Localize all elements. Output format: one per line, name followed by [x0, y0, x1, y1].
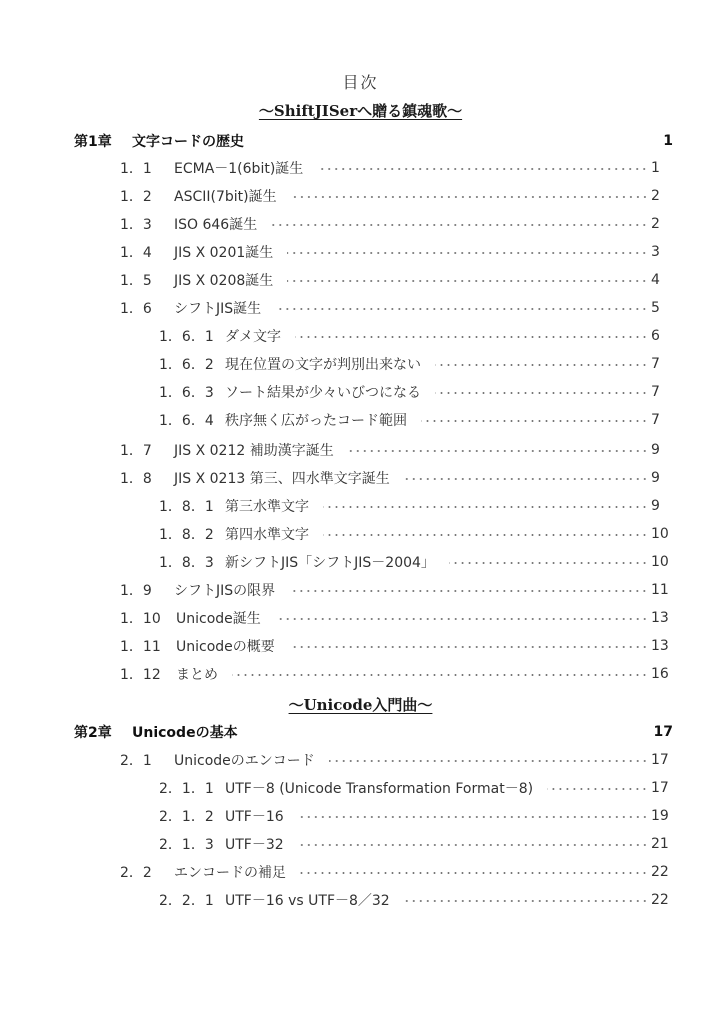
- toc-title: UTF－32: [225, 837, 284, 853]
- toc-number: 1．5: [120, 273, 152, 289]
- toc-page-number: 11: [651, 582, 669, 598]
- toc-title: ソート結果が少々いびつになる: [225, 385, 421, 401]
- toc-entry-row[interactable]: [0, 887, 721, 913]
- toc-number: 1．4: [120, 245, 152, 261]
- toc-entry-row[interactable]: [0, 295, 721, 321]
- toc-title: Unicode誕生: [176, 611, 261, 627]
- toc-title: 文字コードの歴史: [132, 134, 244, 150]
- toc-title: Unicodeのエンコード: [174, 753, 315, 769]
- dot-leader: [289, 590, 648, 592]
- toc-title: JIS X 0213 第三、四水準文字誕生: [174, 471, 390, 487]
- toc-page-number: 2: [651, 216, 660, 232]
- part-heading-1: [0, 100, 721, 121]
- toc-page-number: 22: [651, 892, 669, 908]
- dot-leader: [435, 392, 648, 394]
- toc-title: Unicodeの基本: [132, 725, 238, 741]
- toc-entry-row[interactable]: [0, 605, 721, 631]
- toc-title: シフトJISの限界: [174, 583, 276, 599]
- toc-page-number: 19: [651, 808, 669, 824]
- toc-page-number: 5: [651, 300, 660, 316]
- toc-entry-row[interactable]: [0, 437, 721, 463]
- dot-leader: [449, 562, 648, 564]
- toc-title: まとめ: [176, 667, 218, 683]
- toc-page-number: 6: [651, 328, 660, 344]
- toc-entry-row[interactable]: [0, 661, 721, 687]
- toc-title: JIS X 0212 補助漢字誕生: [174, 443, 334, 459]
- dot-leader: [348, 450, 648, 452]
- dot-leader: [287, 280, 648, 282]
- dot-leader: [435, 364, 648, 366]
- toc-page-number: 16: [651, 666, 669, 682]
- toc-title: 第四水準文字: [225, 527, 309, 543]
- toc-entry-row[interactable]: [0, 577, 721, 603]
- toc-number: 2．2．1: [159, 893, 214, 909]
- toc-page-number: 1: [663, 133, 673, 149]
- dot-leader: [252, 732, 648, 734]
- dot-leader: [295, 336, 648, 338]
- toc-number: 1．10: [120, 611, 161, 627]
- toc-number: 1．8．3: [159, 555, 214, 571]
- toc-title: ISO 646誕生: [174, 217, 258, 233]
- part-heading-2: [0, 694, 721, 715]
- toc-page-number: 2: [651, 188, 660, 204]
- toc-number: 第1章: [74, 134, 112, 150]
- toc-page-number: 13: [651, 610, 669, 626]
- toc-number: 1．6．4: [159, 413, 214, 429]
- toc-entry-row[interactable]: [0, 155, 721, 181]
- page-title: 目次: [342, 73, 379, 92]
- toc-page-number: 17: [651, 780, 669, 796]
- toc-page-number: 10: [651, 526, 669, 542]
- toc-entry-row[interactable]: [0, 521, 721, 547]
- toc-title: ASCII(7bit)誕生: [174, 189, 277, 205]
- dot-leader: [275, 618, 648, 620]
- dot-leader: [289, 646, 648, 648]
- toc-chapter-row[interactable]: [0, 719, 721, 745]
- toc-entry-row[interactable]: [0, 379, 721, 405]
- toc-page-number: 22: [651, 864, 669, 880]
- toc-page-number: 9: [651, 498, 660, 514]
- toc-number: 1．3: [120, 217, 152, 233]
- toc-title: UTF－16: [225, 809, 284, 825]
- part-heading-label: ～ShiftJISerへ贈る鎮魂歌～: [258, 102, 463, 120]
- toc-number: 1．2: [120, 189, 152, 205]
- toc-title: ダメ文字: [225, 329, 281, 345]
- dot-leader: [287, 252, 648, 254]
- toc-entry-row[interactable]: [0, 183, 721, 209]
- dot-leader: [317, 168, 648, 170]
- toc-title: JIS X 0201誕生: [174, 245, 274, 261]
- toc-entry-row[interactable]: [0, 775, 721, 801]
- toc-entry-row[interactable]: [0, 239, 721, 265]
- toc-number: 1．11: [120, 639, 161, 655]
- toc-number: 1．8．1: [159, 499, 214, 515]
- toc-number: 2．2: [120, 865, 152, 881]
- toc-title: 現在位置の文字が判別出来ない: [225, 357, 421, 373]
- toc-page-number: 17: [651, 752, 669, 768]
- toc-page-number: 3: [651, 244, 660, 260]
- toc-number: 1．6: [120, 301, 152, 317]
- toc-entry-row[interactable]: [0, 267, 721, 293]
- dot-leader: [298, 844, 648, 846]
- dot-leader: [547, 788, 648, 790]
- toc-title: UTF－16 vs UTF－8／32: [225, 893, 390, 909]
- dot-leader: [232, 674, 648, 676]
- toc-page-number: 17: [653, 724, 673, 740]
- toc-number: 1．7: [120, 443, 152, 459]
- toc-title: エンコードの補足: [174, 865, 286, 881]
- toc-page-number: 9: [651, 470, 660, 486]
- toc-entry-row[interactable]: [0, 351, 721, 377]
- toc-entry-row[interactable]: [0, 859, 721, 885]
- toc-number: 2．1．1: [159, 781, 214, 797]
- toc-entry-row[interactable]: [0, 465, 721, 491]
- toc-title: 第三水準文字: [225, 499, 309, 515]
- toc-page-number: 7: [651, 412, 660, 428]
- toc-number: 1．6．2: [159, 357, 214, 373]
- toc-number: 2．1．2: [159, 809, 214, 825]
- toc-number: 1．8．2: [159, 527, 214, 543]
- toc-title: UTF－8 (Unicode Transformation Format－8): [225, 781, 534, 797]
- dot-leader: [404, 900, 648, 902]
- toc-page-number: 13: [651, 638, 669, 654]
- toc-page-number: 10: [651, 554, 669, 570]
- dot-leader: [275, 308, 648, 310]
- toc-entry-row[interactable]: [0, 633, 721, 659]
- toc-title: ECMA－1(6bit)誕生: [174, 161, 304, 177]
- toc-title: 新シフトJIS「シフトJIS－2004」: [225, 555, 435, 571]
- toc-page-number: 21: [651, 836, 669, 852]
- toc-title: JIS X 0208誕生: [174, 273, 274, 289]
- toc-page-number: 1: [651, 160, 660, 176]
- dot-leader: [291, 196, 648, 198]
- dot-leader: [271, 224, 648, 226]
- toc-chapter-row[interactable]: [0, 128, 721, 154]
- dot-leader: [298, 816, 648, 818]
- toc-number: 1．9: [120, 583, 152, 599]
- toc-entry-row[interactable]: [0, 323, 721, 349]
- dot-leader: [421, 420, 648, 422]
- toc-entry-row[interactable]: [0, 803, 721, 829]
- toc-title: 秩序無く広がったコード範囲: [225, 413, 407, 429]
- toc-entry-row[interactable]: [0, 211, 721, 237]
- toc-number: 第2章: [74, 725, 112, 741]
- dot-leader: [258, 141, 648, 143]
- dot-leader: [323, 506, 648, 508]
- dot-leader: [329, 760, 648, 762]
- dot-leader: [404, 478, 648, 480]
- toc-entry-row[interactable]: [0, 747, 721, 773]
- toc-number: 1．12: [120, 667, 161, 683]
- toc-number: 1．6．3: [159, 385, 214, 401]
- toc-number: 1．6．1: [159, 329, 214, 345]
- part-heading-label: ～Unicode入門曲～: [288, 696, 433, 714]
- toc-title: シフトJIS誕生: [174, 301, 262, 317]
- toc-number: 2．1: [120, 753, 152, 769]
- dot-leader: [300, 872, 648, 874]
- toc-number: 2．1．3: [159, 837, 214, 853]
- toc-entry-row[interactable]: [0, 549, 721, 575]
- toc-entry-row[interactable]: [0, 493, 721, 519]
- toc-page-number: 4: [651, 272, 660, 288]
- toc-page-number: 7: [651, 384, 660, 400]
- toc-title: Unicodeの概要: [176, 639, 275, 655]
- toc-page-number: 9: [651, 442, 660, 458]
- dot-leader: [323, 534, 648, 536]
- toc-entry-row[interactable]: [0, 831, 721, 857]
- toc-number: 1．1: [120, 161, 152, 177]
- toc-number: 1．8: [120, 471, 152, 487]
- toc-page-number: 7: [651, 356, 660, 372]
- toc-entry-row[interactable]: [0, 407, 721, 433]
